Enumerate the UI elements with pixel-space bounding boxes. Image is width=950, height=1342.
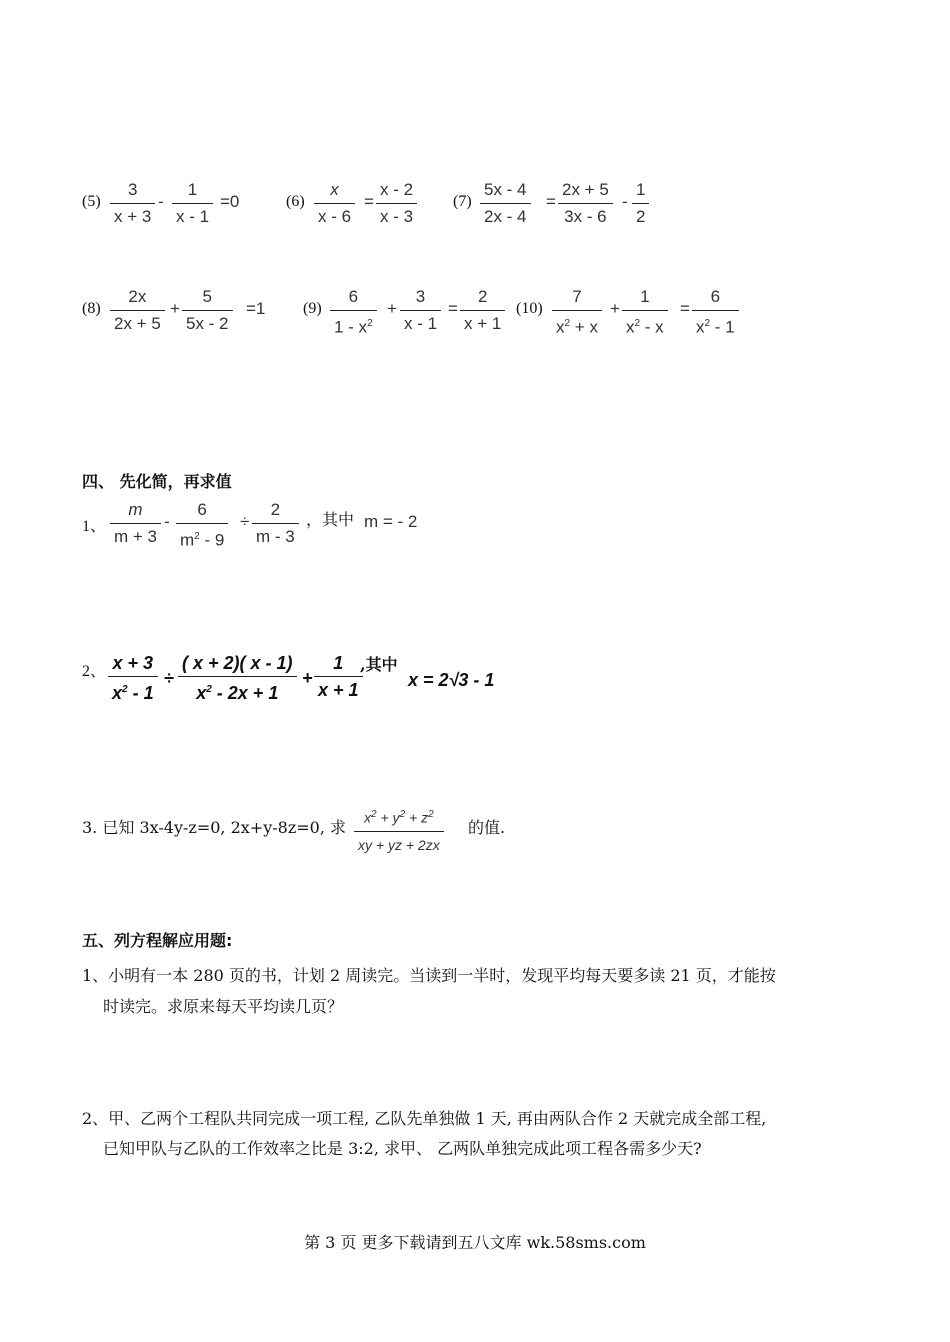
section-heading-4: 四、 先化简，再求值: [82, 472, 232, 491]
operator: +: [387, 299, 397, 318]
problem-label: (6): [286, 193, 305, 210]
fraction: m m + 3: [110, 500, 161, 547]
equation-tail: =0: [220, 192, 240, 211]
operator: +: [170, 299, 180, 318]
fraction: 1 x + 1: [314, 653, 363, 700]
fraction: 5x - 4 2x - 4: [480, 180, 531, 227]
fraction: 2 m - 3: [252, 500, 299, 547]
fraction: ( x + 2)( x - 1) $x^2 - 2x + 1$: [178, 653, 297, 703]
where-label: ，其中: [306, 510, 355, 529]
fraction: 3 x + 3: [110, 180, 155, 227]
where-label: ,其中: [360, 655, 398, 674]
fraction: 5 5x - 2: [182, 287, 233, 334]
section5-question-1-line1: 1、小明有一本 280 页的书，计划 2 周读完。当读到一半时，发现平均每天要多读 21 页，才能按: [82, 966, 776, 985]
fraction: 1 2: [632, 180, 649, 227]
fraction: 2x + 5 3x - 6: [558, 180, 613, 227]
section5-question-1-line2: 时读完。求原来每天平均读几页？: [103, 997, 344, 1016]
operator: ÷: [240, 512, 250, 531]
question-text: 3. 已知 3x-4y-z=0, 2x+y-8z=0, 求: [82, 818, 347, 837]
operator: -: [622, 192, 628, 211]
problem-label: (10): [516, 300, 543, 317]
operator: -: [158, 192, 164, 211]
question-label: 1、: [82, 518, 107, 535]
page-footer: 第 3 页 更多下载请到五八文库 wk.58sms.com: [304, 1233, 646, 1252]
fraction: 6 $1 - x^2$: [330, 287, 377, 338]
operator: =: [546, 192, 556, 211]
fraction: 3 x - 1: [400, 287, 441, 334]
fraction: 6 $m^2 - 9$: [176, 500, 228, 551]
equation-tail: =1: [246, 299, 266, 318]
operator: ÷: [164, 668, 174, 688]
question-label: 2、: [82, 663, 107, 680]
problem-label: (9): [303, 300, 322, 317]
section-heading-5: 五、列方程解应用题:: [82, 931, 233, 950]
problem-label: (5): [82, 193, 101, 210]
fraction: x x - 6: [314, 180, 355, 227]
operator: -: [164, 512, 170, 531]
fraction: x + 3 $x^2 - 1$: [108, 653, 158, 703]
fraction: x - 2 x - 3: [376, 180, 417, 227]
fraction: 6 $x^2 - 1$: [692, 287, 739, 338]
fraction: 2x 2x + 5: [110, 287, 165, 334]
question-suffix: 的值.: [468, 818, 506, 837]
condition: x = 2√3 - 1: [408, 670, 495, 690]
fraction: 1 $x^2$ - x: [622, 287, 668, 338]
section5-question-2-line1: 2、甲、乙两个工程队共同完成一项工程, 乙队先单独做 1 天, 再由两队合作 2 天就完成全部工程,: [82, 1109, 767, 1128]
fraction: 2 x + 1: [460, 287, 505, 334]
fraction: $x^2 + y^2 + z^2$ xy + yz + 2zx: [354, 805, 444, 855]
operator: =: [680, 299, 690, 318]
operator: =: [364, 192, 374, 211]
condition: m = - 2: [364, 512, 418, 531]
problem-label: (8): [82, 300, 101, 317]
fraction: 7 $x^2 + x$: [552, 287, 602, 338]
operator: +: [302, 668, 313, 688]
fraction: 1 x - 1: [172, 180, 213, 227]
section5-question-2-line2: 已知甲队与乙队的工作效率之比是 3:2, 求甲、 乙两队单独完成此项工程各需多少天?: [103, 1139, 702, 1158]
operator: +: [610, 299, 620, 318]
operator: =: [448, 299, 458, 318]
problem-label: (7): [453, 193, 472, 210]
